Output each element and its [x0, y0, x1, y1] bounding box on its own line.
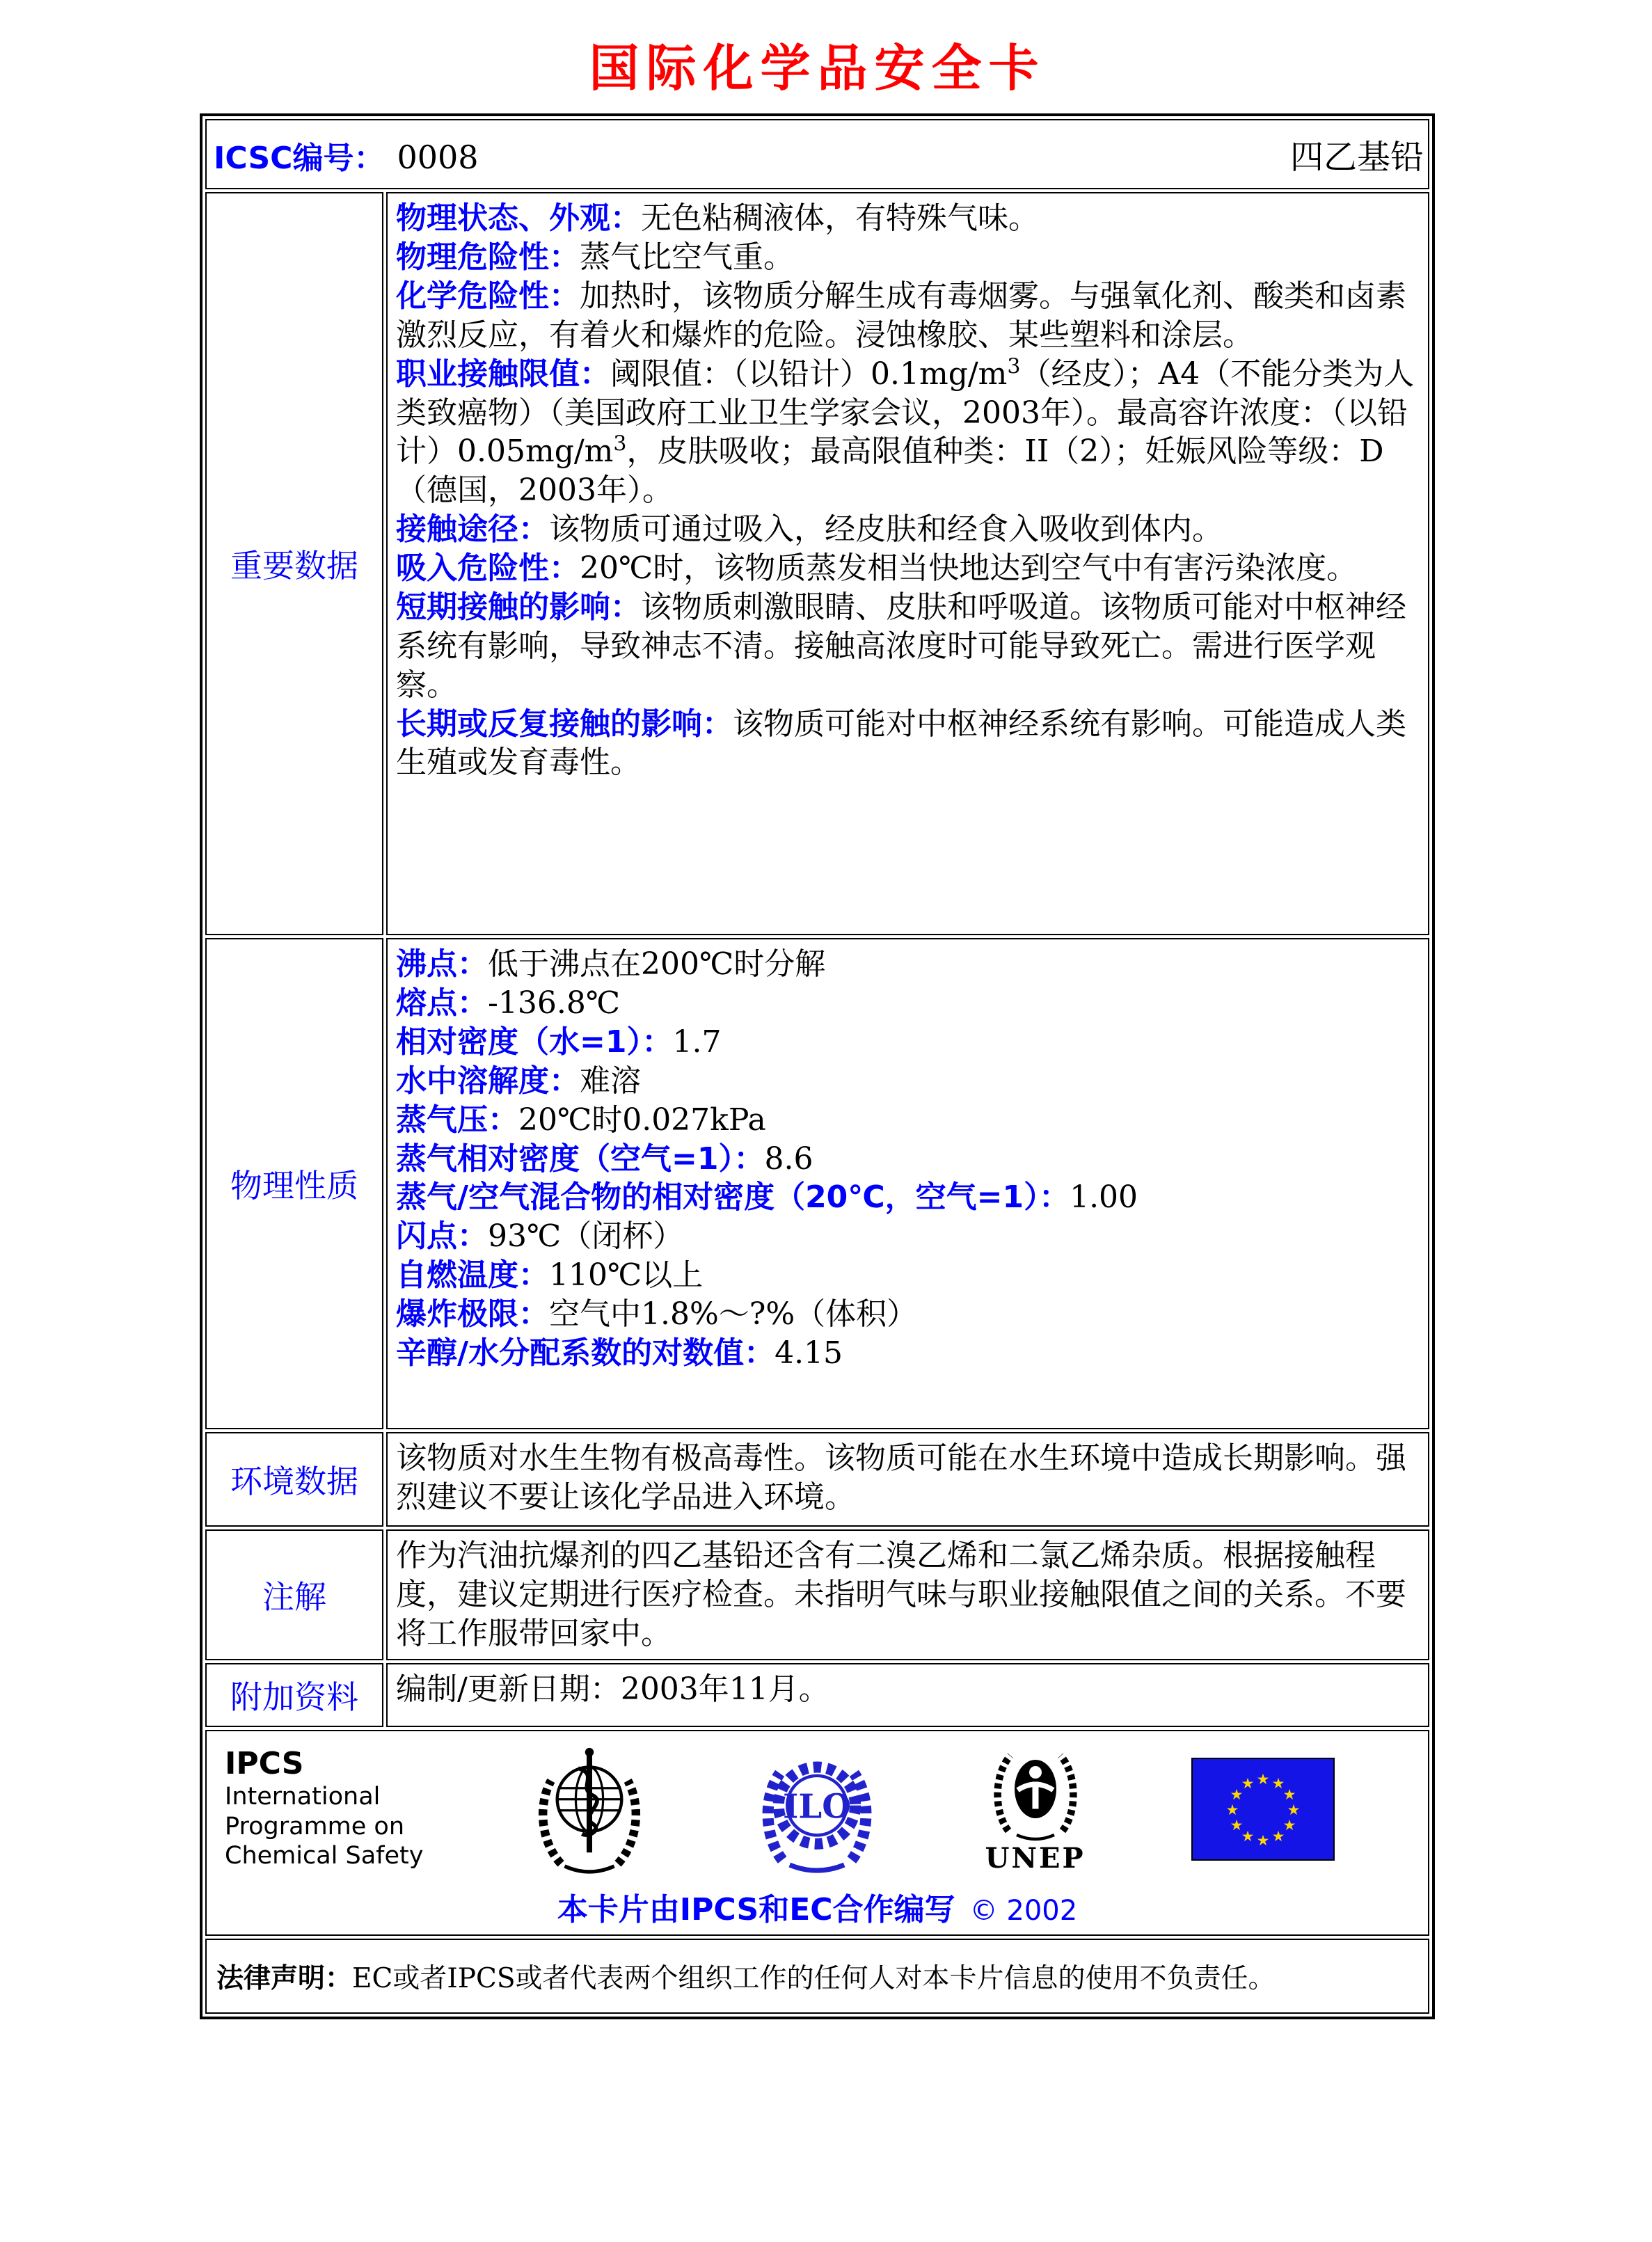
field-value: 20℃时，该物质蒸发相当快地达到空气中有害污染浓度。	[580, 550, 1358, 587]
icsc-number-value: 0008	[397, 138, 479, 177]
data-line	[396, 705, 1415, 783]
field-label: 蒸气压：	[396, 1102, 518, 1138]
header-row	[205, 119, 1429, 189]
unep-logo-icon	[983, 1743, 1088, 1843]
page-title: 国际化学品安全卡	[589, 38, 1046, 97]
field-value: 加热时，该物质分解生成有毒烟雾。与强氧化剂、酸类和卤素激烈反应，有着火和爆炸的危险。浸蚀橡胶、某些塑料和涂层。	[396, 278, 1406, 353]
field-label: 吸入危险性：	[396, 550, 580, 587]
data-line	[396, 1334, 1415, 1373]
svg-text:★: ★	[1282, 1816, 1296, 1834]
field-label: 沸点：	[396, 946, 488, 983]
ipcs-line3: Chemical Safety	[225, 1842, 424, 1870]
data-line	[396, 1256, 1415, 1295]
field-value: 110℃以上	[549, 1257, 704, 1294]
svg-text:★: ★	[1287, 1801, 1301, 1818]
svg-text:★: ★	[1282, 1786, 1296, 1803]
ipcs-line2: Programme on	[225, 1812, 405, 1840]
field-value: 93℃（闭杯）	[488, 1218, 684, 1255]
field-label: 职业接触限值：	[396, 356, 610, 392]
header-cell	[205, 119, 1429, 189]
field-value: 蒸气比空气重。	[580, 239, 794, 276]
row-label-notes: 注解	[205, 1529, 383, 1660]
important-data-content	[386, 192, 1429, 935]
additional-info-row	[205, 1663, 1429, 1727]
eu-flag-icon	[1191, 1758, 1335, 1861]
data-line	[396, 510, 1415, 549]
ipcs-line1: International	[225, 1783, 381, 1811]
ipcs-abbr: IPCS	[225, 1746, 304, 1782]
environmental-data-content: 该物质对水生生物有极高毒性。该物质可能在水生环境中造成长期影响。强烈建议不要让该化学品进入环境。	[386, 1432, 1429, 1527]
data-line	[396, 1295, 1415, 1334]
data-line	[396, 1023, 1415, 1062]
data-line	[396, 588, 1415, 705]
data-line	[396, 1178, 1415, 1217]
field-label: 长期或反复接触的影响：	[396, 706, 733, 742]
data-line	[396, 1140, 1415, 1179]
field-value: 1.00	[1070, 1179, 1138, 1216]
additional-info-content: 编制/更新日期：2003年11月。	[386, 1663, 1429, 1727]
data-line	[396, 277, 1415, 355]
svg-text:★: ★	[1230, 1786, 1244, 1803]
data-line	[396, 199, 1415, 238]
data-line	[396, 1217, 1415, 1256]
field-value: 20℃时0.027kPa	[518, 1102, 766, 1138]
field-value: -136.8℃	[488, 985, 621, 1021]
field-label: 相对密度（水=1）：	[396, 1024, 673, 1060]
ilo-logo-icon	[755, 1741, 879, 1877]
field-value: 低于沸点在200℃时分解	[488, 946, 826, 983]
field-label: 爆炸极限：	[396, 1296, 549, 1333]
physical-properties-content	[386, 938, 1429, 1429]
data-line	[396, 1101, 1415, 1140]
field-label: 物理状态、外观：	[396, 200, 641, 237]
row-label-physical-properties: 物理性质	[205, 938, 383, 1429]
svg-text:★: ★	[1241, 1827, 1255, 1845]
data-line	[396, 1062, 1415, 1101]
field-value: 空气中1.8%～?%（体积）	[549, 1296, 918, 1333]
field-label: 熔点：	[396, 985, 488, 1021]
svg-text:★: ★	[1271, 1827, 1285, 1845]
field-label: 物理危险性：	[396, 239, 580, 276]
field-value: 4.15	[775, 1335, 843, 1371]
legal-cell	[205, 1939, 1429, 2014]
logos-row	[205, 1730, 1429, 1936]
field-value: 无色粘稠液体，有特殊气味。	[641, 200, 1039, 237]
physical-properties-row	[205, 938, 1429, 1429]
row-label-additional-info: 附加资料	[205, 1663, 383, 1727]
ipcs-text-block	[225, 1747, 423, 1871]
field-label: 接触途径：	[396, 511, 549, 548]
field-value: 该物质可通过吸入，经皮肤和经食入吸收到体内。	[549, 511, 1223, 548]
legal-notice-label: 法律声明：	[216, 1962, 353, 1994]
svg-text:★: ★	[1256, 1770, 1270, 1788]
legal-row	[205, 1939, 1429, 2014]
field-value: 1.7	[672, 1024, 722, 1060]
field-label: 化学危险性：	[396, 278, 580, 314]
unep-logo-text: UNEP	[985, 1842, 1086, 1875]
icsc-number-label: ICSC编号：	[214, 141, 385, 177]
unep-logo-block	[983, 1743, 1088, 1875]
data-line	[396, 945, 1415, 984]
data-line	[396, 549, 1415, 588]
svg-text:★: ★	[1225, 1801, 1239, 1818]
field-value: 该物质可能对中枢神经系统有影响。可能造成人类生殖或发育毒性。	[396, 706, 1406, 781]
svg-text:★: ★	[1271, 1774, 1285, 1792]
notes-row	[205, 1529, 1429, 1660]
field-value: 阈限值：（以铅计）$0.1mg/m^3$（经皮）；A4（不能分类为人类致癌物）（美国政府工业卫生学家会议，2003年）。最高容许浓度：（以铅计）$0.05mg/m^3$，皮肤吸收；最高限值种类：II（2）；妊娠风险等级：D（德国，2003年）。	[396, 354, 1415, 509]
field-label: 自燃温度：	[396, 1257, 549, 1294]
field-value: 难溶	[580, 1063, 641, 1099]
data-line	[396, 355, 1415, 511]
environmental-data-row	[205, 1432, 1429, 1527]
data-line	[396, 238, 1415, 277]
legal-notice-text: EC或者IPCS或者代表两个组织工作的任何人对本卡片信息的使用不负责任。	[352, 1962, 1276, 1994]
logos-cell	[205, 1730, 1429, 1936]
cooperation-caption	[216, 1884, 1418, 1929]
row-label-environmental-data: 环境数据	[205, 1432, 383, 1527]
field-value: 8.6	[764, 1140, 813, 1177]
field-label: 蒸气相对密度（空气=1）：	[396, 1140, 765, 1177]
icsc-card-table	[200, 113, 1435, 2019]
field-label: 蒸气/空气混合物的相对密度（20℃，空气=1）：	[396, 1179, 1070, 1216]
field-label: 闪点：	[396, 1218, 488, 1255]
notes-content: 作为汽油抗爆剂的四乙基铅还含有二溴乙烯和二氯乙烯杂质。根据接触程度，建议定期进行医疗检查。未指明气味与职业接触限值之间的关系。不要将工作服带回家中。	[386, 1529, 1429, 1660]
ilo-logo-text: ILO	[783, 1787, 852, 1827]
row-label-important-data: 重要数据	[205, 192, 383, 935]
cooperation-caption-text: 本卡片由IPCS和EC合作编写	[557, 1891, 955, 1927]
field-label: 短期接触的影响：	[396, 589, 641, 625]
svg-text:★: ★	[1241, 1774, 1255, 1792]
copyright-text: © 2002	[969, 1894, 1078, 1927]
chemical-name: 四乙基铅	[1289, 138, 1424, 177]
who-logo-icon	[527, 1741, 651, 1877]
svg-text:★: ★	[1230, 1816, 1244, 1834]
icsc-number-group	[214, 133, 479, 177]
field-label: 水中溶解度：	[396, 1063, 580, 1099]
svg-text:★: ★	[1256, 1831, 1270, 1849]
field-label: 辛醇/水分配系数的对数值：	[396, 1335, 775, 1371]
field-value: 该物质刺激眼睛、皮肤和呼吸道。该物质可能对中枢神经系统有影响，导致神志不清。接触高浓度时可能导致死亡。需进行医学观察。	[396, 589, 1406, 703]
important-data-row	[205, 192, 1429, 935]
data-line	[396, 984, 1415, 1023]
